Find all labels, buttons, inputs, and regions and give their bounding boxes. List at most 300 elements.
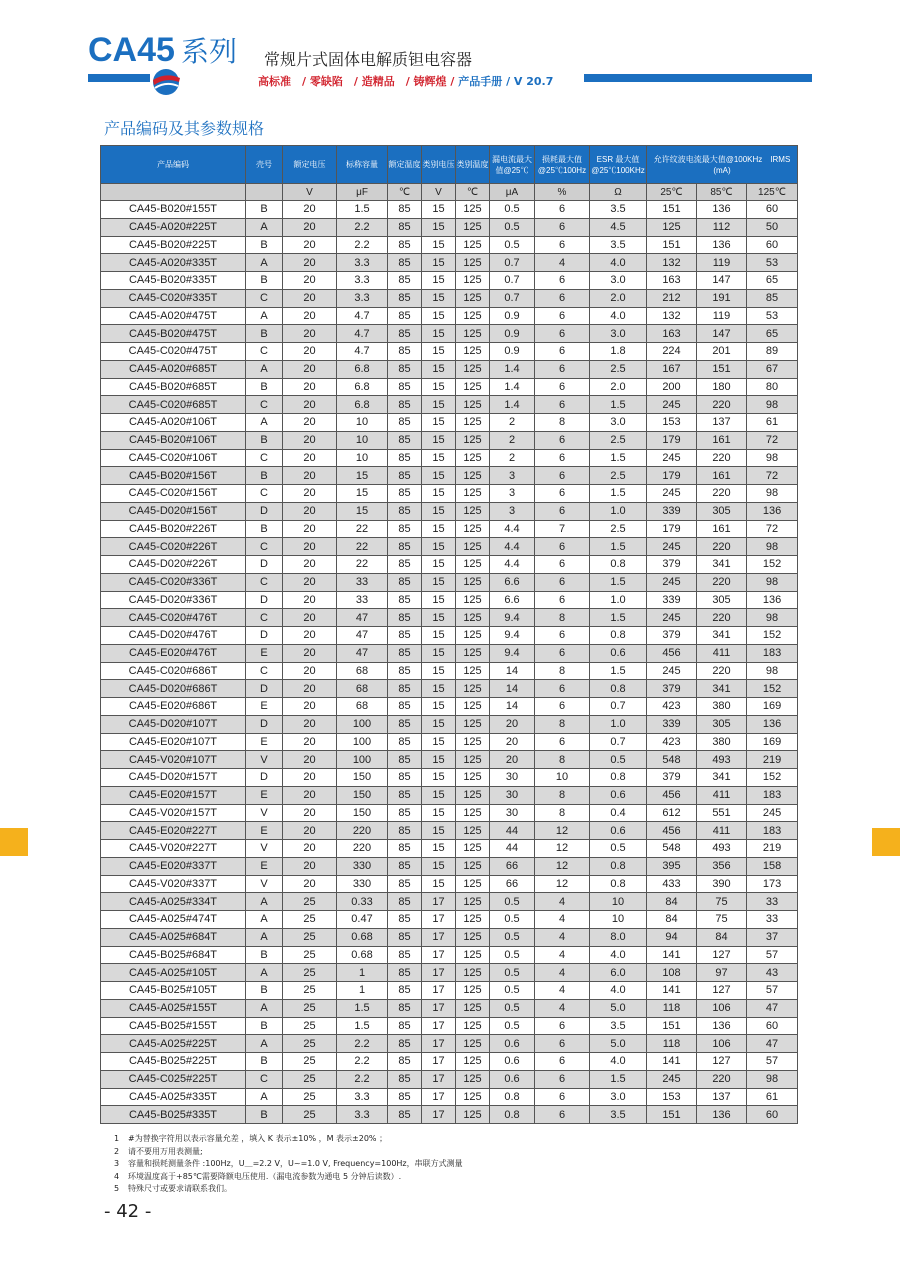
table-cell: 20 <box>283 431 337 449</box>
table-cell: 60 <box>747 236 798 254</box>
table-cell: 3.0 <box>590 414 647 432</box>
table-row <box>101 769 798 787</box>
table-cell: 132 <box>647 254 697 272</box>
note-text: 环境温度高于+85℃需要降额电压使用.（漏电流参数为通电 5 分钟后读数）. <box>128 1171 402 1181</box>
table-cell: 3.5 <box>590 236 647 254</box>
table-cell: 1.5 <box>590 662 647 680</box>
table-cell: 85 <box>388 928 422 946</box>
table-cell: 94 <box>647 928 697 946</box>
table-cell: 0.8 <box>590 556 647 574</box>
product-code-cell: CA45-A020#225T <box>101 218 246 236</box>
table-cell: 14 <box>490 662 535 680</box>
table-cell: 85 <box>388 822 422 840</box>
table-cell: 125 <box>456 1088 490 1106</box>
table-cell: 3 <box>490 485 535 503</box>
table-cell: 2.5 <box>590 431 647 449</box>
table-cell: 3.5 <box>590 201 647 219</box>
table-cell: C <box>246 343 283 361</box>
table-cell: 379 <box>647 556 697 574</box>
table-cell: A <box>246 999 283 1017</box>
table-cell: 119 <box>697 254 747 272</box>
table-cell: 15 <box>422 733 456 751</box>
table-cell: 141 <box>647 982 697 1000</box>
product-code-cell: CA45-B025#155T <box>101 1017 246 1035</box>
table-cell: 20 <box>283 538 337 556</box>
table-cell: 125 <box>456 1106 490 1124</box>
table-cell: 85 <box>388 999 422 1017</box>
table-cell: 2.5 <box>590 520 647 538</box>
table-cell: 0.5 <box>590 751 647 769</box>
table-cell: 85 <box>388 343 422 361</box>
table-cell: 20 <box>283 360 337 378</box>
table-cell: 6 <box>535 307 590 325</box>
product-code-cell: CA45-A020#685T <box>101 360 246 378</box>
table-cell: 3 <box>490 502 535 520</box>
table-row <box>101 467 798 485</box>
table-cell: 125 <box>456 272 490 290</box>
table-cell: 125 <box>456 431 490 449</box>
table-cell: 1.0 <box>590 715 647 733</box>
product-code-cell: CA45-B020#155T <box>101 201 246 219</box>
table-cell: 493 <box>697 751 747 769</box>
table-cell: 6 <box>535 449 590 467</box>
table-cell: 137 <box>697 1088 747 1106</box>
table-cell: 25 <box>283 1053 337 1071</box>
table-cell: 33 <box>747 893 798 911</box>
table-cell: 0.8 <box>590 769 647 787</box>
table-cell: 0.7 <box>590 698 647 716</box>
table-cell: 17 <box>422 946 456 964</box>
table-cell: 47 <box>747 999 798 1017</box>
table-row <box>101 378 798 396</box>
table-cell: 245 <box>647 396 697 414</box>
table-cell: 85 <box>388 360 422 378</box>
table-cell: 85 <box>388 449 422 467</box>
table-cell: 380 <box>697 733 747 751</box>
table-cell: 200 <box>647 378 697 396</box>
table-cell: 125 <box>456 307 490 325</box>
table-cell: 20 <box>283 698 337 716</box>
table-cell: 1.5 <box>590 538 647 556</box>
table-cell: 85 <box>388 644 422 662</box>
table-cell: 20 <box>283 840 337 858</box>
table-cell: 72 <box>747 520 798 538</box>
table-cell: 17 <box>422 928 456 946</box>
table-cell: 108 <box>647 964 697 982</box>
table-cell: 85 <box>747 289 798 307</box>
table-row <box>101 254 798 272</box>
table-cell: 612 <box>647 804 697 822</box>
table-cell: 341 <box>697 627 747 645</box>
table-cell: 15 <box>422 201 456 219</box>
table-cell: C <box>246 449 283 467</box>
table-cell: 6 <box>535 556 590 574</box>
table-cell: A <box>246 911 283 929</box>
table-cell: 220 <box>697 609 747 627</box>
table-cell: 0.9 <box>490 307 535 325</box>
side-tab-right <box>872 828 900 856</box>
table-cell: 220 <box>697 1070 747 1088</box>
table-cell: 0.6 <box>490 1053 535 1071</box>
table-cell: 163 <box>647 272 697 290</box>
table-cell: 20 <box>490 715 535 733</box>
table-cell: 341 <box>697 556 747 574</box>
product-code-cell: CA45-A025#474T <box>101 911 246 929</box>
table-cell: 85 <box>388 609 422 627</box>
table-cell: 4.0 <box>590 307 647 325</box>
table-cell: 136 <box>747 502 798 520</box>
table-cell: 85 <box>388 272 422 290</box>
table-cell: 15 <box>422 485 456 503</box>
table-cell: 0.5 <box>490 911 535 929</box>
note-item <box>114 1133 463 1146</box>
unit-cell: μF <box>337 184 388 201</box>
table-cell: 1 <box>337 982 388 1000</box>
table-cell: 0.7 <box>590 733 647 751</box>
table-cell: 9.4 <box>490 644 535 662</box>
table-row <box>101 999 798 1017</box>
unit-cell: V <box>422 184 456 201</box>
table-cell: B <box>246 1017 283 1035</box>
table-cell: 379 <box>647 627 697 645</box>
table-cell: 15 <box>422 609 456 627</box>
note-number: 3 <box>114 1159 120 1168</box>
table-cell: 0.5 <box>490 1017 535 1035</box>
table-row <box>101 538 798 556</box>
table-cell: 4.4 <box>490 520 535 538</box>
table-cell: 25 <box>283 1070 337 1088</box>
table-cell: 4.7 <box>337 325 388 343</box>
table-cell: 245 <box>647 538 697 556</box>
table-cell: 15 <box>422 396 456 414</box>
table-cell: 17 <box>422 1053 456 1071</box>
table-cell: 37 <box>747 928 798 946</box>
table-cell: 53 <box>747 307 798 325</box>
table-cell: 1.5 <box>590 449 647 467</box>
table-cell: 125 <box>647 218 697 236</box>
table-cell: 152 <box>747 680 798 698</box>
table-cell: 15 <box>422 644 456 662</box>
table-cell: 433 <box>647 875 697 893</box>
table-cell: 141 <box>647 1053 697 1071</box>
table-cell: 15 <box>422 307 456 325</box>
product-code-cell: CA45-C020#336T <box>101 573 246 591</box>
table-cell: 75 <box>697 911 747 929</box>
header-band-left <box>88 74 150 82</box>
table-cell: 0.5 <box>490 999 535 1017</box>
table-cell: 25 <box>283 893 337 911</box>
product-code-cell: CA45-E020#686T <box>101 698 246 716</box>
table-body <box>101 201 798 1124</box>
table-cell: 161 <box>697 520 747 538</box>
table-cell: 3.0 <box>590 325 647 343</box>
table-cell: 0.8 <box>590 875 647 893</box>
table-cell: 2.0 <box>590 289 647 307</box>
table-cell: 548 <box>647 840 697 858</box>
table-cell: 30 <box>490 804 535 822</box>
table-cell: 125 <box>456 698 490 716</box>
table-cell: 179 <box>647 467 697 485</box>
table-cell: A <box>246 1088 283 1106</box>
series-label: 系列 <box>180 36 237 67</box>
table-cell: 10 <box>590 893 647 911</box>
table-cell: 341 <box>697 769 747 787</box>
table-cell: 98 <box>747 485 798 503</box>
table-cell: 136 <box>697 236 747 254</box>
table-row <box>101 520 798 538</box>
table-cell: 15 <box>422 431 456 449</box>
table-cell: 125 <box>456 804 490 822</box>
table-cell: 8 <box>535 804 590 822</box>
table-cell: 60 <box>747 201 798 219</box>
table-cell: 20 <box>283 715 337 733</box>
product-code-cell: CA45-B020#685T <box>101 378 246 396</box>
table-cell: 17 <box>422 1017 456 1035</box>
table-cell: 0.5 <box>490 893 535 911</box>
table-cell: 379 <box>647 769 697 787</box>
table-header-row <box>101 146 798 184</box>
table-cell: 85 <box>388 982 422 1000</box>
table-cell: 220 <box>697 662 747 680</box>
table-cell: 125 <box>456 573 490 591</box>
table-cell: 8 <box>535 786 590 804</box>
table-row <box>101 662 798 680</box>
table-cell: 0.6 <box>490 1035 535 1053</box>
table-cell: 106 <box>697 1035 747 1053</box>
unit-cell: Ω <box>590 184 647 201</box>
table-cell: 153 <box>647 1088 697 1106</box>
table-cell: A <box>246 218 283 236</box>
unit-cell: ℃ <box>456 184 490 201</box>
table-cell: 20 <box>283 378 337 396</box>
table-row <box>101 485 798 503</box>
table-cell: 5.0 <box>590 1035 647 1053</box>
table-cell: 183 <box>747 644 798 662</box>
table-cell: 136 <box>697 1106 747 1124</box>
table-cell: 411 <box>697 786 747 804</box>
table-cell: 68 <box>337 662 388 680</box>
table-cell: 15 <box>422 360 456 378</box>
table-cell: C <box>246 573 283 591</box>
table-cell: 25 <box>283 928 337 946</box>
table-cell: 85 <box>388 804 422 822</box>
table-cell: 2.2 <box>337 1070 388 1088</box>
table-cell: 17 <box>422 1106 456 1124</box>
note-text: #为替换字符用以表示容量允差 ，填入 K 表示±10% ，M 表示±20% ； <box>128 1134 388 1143</box>
table-cell: 5.0 <box>590 999 647 1017</box>
table-cell: 0.68 <box>337 928 388 946</box>
table-cell: V <box>246 840 283 858</box>
table-cell: 57 <box>747 946 798 964</box>
table-cell: 85 <box>388 431 422 449</box>
table-cell: 6 <box>535 485 590 503</box>
table-cell: 20 <box>283 325 337 343</box>
note-item <box>114 1183 463 1196</box>
table-cell: V <box>246 804 283 822</box>
product-code-cell: CA45-A025#334T <box>101 893 246 911</box>
table-cell: 15 <box>422 840 456 858</box>
table-cell: 125 <box>456 396 490 414</box>
product-code-cell: CA45-E020#107T <box>101 733 246 751</box>
table-cell: 0.5 <box>490 218 535 236</box>
table-cell: 6 <box>535 591 590 609</box>
table-cell: 356 <box>697 857 747 875</box>
table-cell: 84 <box>697 928 747 946</box>
table-cell: 125 <box>456 982 490 1000</box>
table-cell: 20 <box>283 467 337 485</box>
note-number: 5 <box>114 1184 120 1193</box>
table-cell: 68 <box>337 680 388 698</box>
table-cell: 6.8 <box>337 360 388 378</box>
table-cell: 61 <box>747 414 798 432</box>
table-cell: 6.6 <box>490 591 535 609</box>
table-cell: 0.8 <box>490 1106 535 1124</box>
table-cell: 220 <box>697 538 747 556</box>
table-row <box>101 414 798 432</box>
table-cell: 245 <box>647 449 697 467</box>
table-cell: 125 <box>456 857 490 875</box>
table-cell: 98 <box>747 609 798 627</box>
table-row <box>101 325 798 343</box>
table-cell: 1.0 <box>590 591 647 609</box>
table-cell: 85 <box>388 857 422 875</box>
table-cell: 15 <box>422 538 456 556</box>
notes <box>114 1133 463 1196</box>
table-cell: 33 <box>337 591 388 609</box>
table-cell: 125 <box>456 893 490 911</box>
table-cell: 60 <box>747 1017 798 1035</box>
table-cell: 14 <box>490 680 535 698</box>
table-cell: 151 <box>647 1106 697 1124</box>
table-cell: 1.4 <box>490 360 535 378</box>
table-cell: 6.0 <box>590 964 647 982</box>
table-row <box>101 201 798 219</box>
table-cell: 65 <box>747 272 798 290</box>
table-cell: 80 <box>747 378 798 396</box>
product-code-cell: CA45-C020#685T <box>101 396 246 414</box>
table-cell: 85 <box>388 1017 422 1035</box>
table-cell: 6 <box>535 573 590 591</box>
table-cell: D <box>246 627 283 645</box>
table-cell: 179 <box>647 431 697 449</box>
product-code-cell: CA45-C020#226T <box>101 538 246 556</box>
table-row <box>101 431 798 449</box>
table-cell: 125 <box>456 680 490 698</box>
table-cell: 15 <box>422 875 456 893</box>
table-cell: 15 <box>422 218 456 236</box>
table-cell: 8 <box>535 715 590 733</box>
table-cell: B <box>246 431 283 449</box>
table-cell: 25 <box>283 1017 337 1035</box>
table-cell: 15 <box>337 502 388 520</box>
table-cell: 456 <box>647 822 697 840</box>
table-cell: 245 <box>647 1070 697 1088</box>
product-code-cell: CA45-B020#226T <box>101 520 246 538</box>
table-cell: 85 <box>388 1070 422 1088</box>
table-cell: 6 <box>535 644 590 662</box>
product-code-cell: CA45-B020#335T <box>101 272 246 290</box>
table-cell: 20 <box>283 591 337 609</box>
table-cell: 339 <box>647 502 697 520</box>
table-cell: 4.0 <box>590 254 647 272</box>
table-cell: 161 <box>697 467 747 485</box>
table-cell: 2.0 <box>590 378 647 396</box>
table-cell: 30 <box>490 769 535 787</box>
product-code-cell: CA45-B020#156T <box>101 467 246 485</box>
table-cell: 125 <box>456 964 490 982</box>
table-cell: 47 <box>747 1035 798 1053</box>
table-cell: 4.4 <box>490 556 535 574</box>
table-cell: 125 <box>456 911 490 929</box>
table-cell: 423 <box>647 733 697 751</box>
table-cell: D <box>246 769 283 787</box>
table-cell: 125 <box>456 236 490 254</box>
table-cell: 85 <box>388 1106 422 1124</box>
table-cell: 15 <box>422 378 456 396</box>
table-cell: A <box>246 893 283 911</box>
table-cell: 85 <box>388 520 422 538</box>
table-cell: 1.0 <box>590 502 647 520</box>
table-cell: 1.5 <box>337 201 388 219</box>
table-cell: E <box>246 733 283 751</box>
table-cell: 0.5 <box>490 982 535 1000</box>
table-cell: 1.4 <box>490 396 535 414</box>
table-cell: 66 <box>490 857 535 875</box>
table-cell: 152 <box>747 627 798 645</box>
table-cell: 125 <box>456 343 490 361</box>
table-cell: 118 <box>647 1035 697 1053</box>
table-cell: 2.2 <box>337 218 388 236</box>
table-cell: 173 <box>747 875 798 893</box>
product-code-cell: CA45-E020#476T <box>101 644 246 662</box>
table-cell: 85 <box>388 786 422 804</box>
page-number: - 42 - <box>104 1201 152 1222</box>
product-code-cell: CA45-C025#225T <box>101 1070 246 1088</box>
table-cell: 0.8 <box>590 627 647 645</box>
table-cell: 220 <box>697 573 747 591</box>
table-cell: D <box>246 556 283 574</box>
table-cell: 330 <box>337 875 388 893</box>
table-cell: 72 <box>747 467 798 485</box>
table-cell: 125 <box>456 360 490 378</box>
table-cell: 22 <box>337 556 388 574</box>
table-cell: 15 <box>422 556 456 574</box>
table-cell: 150 <box>337 804 388 822</box>
table-cell: 15 <box>422 520 456 538</box>
table-cell: 33 <box>337 573 388 591</box>
table-cell: 85 <box>388 201 422 219</box>
table-cell: 3.3 <box>337 1106 388 1124</box>
table-row <box>101 715 798 733</box>
table-cell: 6 <box>535 431 590 449</box>
table-cell: B <box>246 1053 283 1071</box>
unit-cell: 85℃ <box>697 184 747 201</box>
table-cell: 85 <box>388 769 422 787</box>
table-cell: 20 <box>283 218 337 236</box>
table-cell: 15 <box>422 786 456 804</box>
header-cell: 类别电压 <box>422 146 456 184</box>
table-cell: 6 <box>535 698 590 716</box>
table-cell: 61 <box>747 1088 798 1106</box>
table-cell: 20 <box>283 520 337 538</box>
table-cell: 125 <box>456 627 490 645</box>
table-cell: 6 <box>535 733 590 751</box>
table-cell: 4 <box>535 254 590 272</box>
table-cell: 4 <box>535 911 590 929</box>
table-cell: 4.7 <box>337 307 388 325</box>
table-cell: 85 <box>388 467 422 485</box>
table-cell: 132 <box>647 307 697 325</box>
